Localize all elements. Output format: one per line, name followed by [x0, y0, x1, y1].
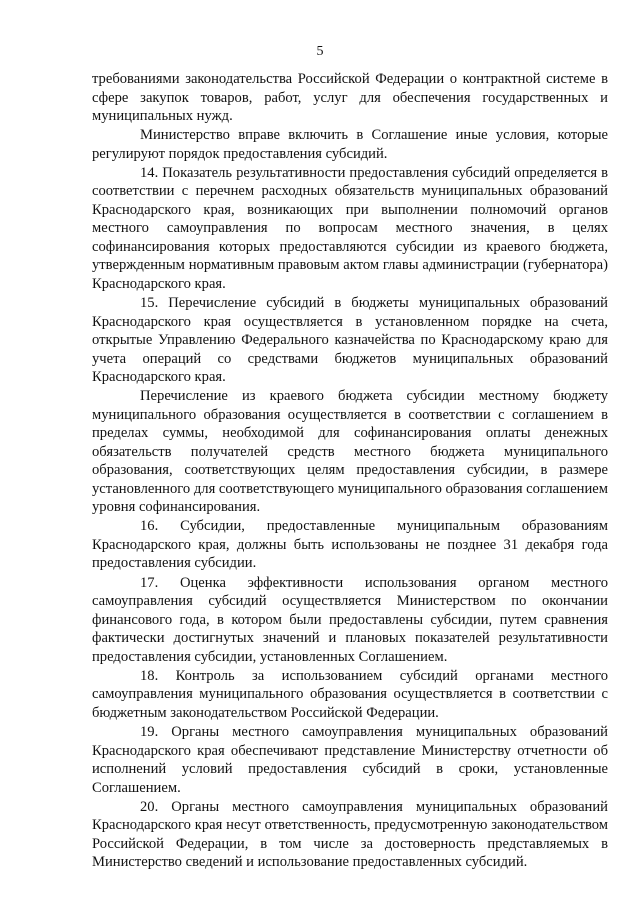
paragraph-ministry-conditions: Министерство вправе включить в Соглашение иные условия, которые регулируют порядок предоставления субсидий.: [92, 127, 608, 162]
paragraph-17: 17. Оценка эффективности использования органом местного самоуправления субсидий осуществляется Министерством по окончании финансового года, в котором были предоставлены субсидии, путем сравнения фактически достигнутых значений и плановых показателей результативности предоставления субсидии, установленных Соглашением.: [92, 574, 608, 665]
paragraph-18: 18. Контроль за использованием субсидий органами местного самоуправления муниципального образования осуществляется в соответствии с бюджетным законодательством Российской Федерации.: [92, 667, 608, 721]
paragraph-19: 19. Органы местного самоуправления муниципальных образований Краснодарского края обеспечивают представление Министерству отчетности об исполнений условий предоставления субсидий в сроки, установленные Соглашением.: [92, 724, 608, 796]
paragraph-20: 20. Органы местного самоуправления муниципальных образований Краснодарского края несут ответственность, предусмотренную законодательством Российской Федерации, в том числе за достоверность представляемых в Министерство сведений и использование предоставленных субсидий.: [92, 798, 608, 871]
paragraph-15-transfer: Перечисление из краевого бюджета субсидии местному бюджету муниципального образования осуществляется в соответствии с соглашением в пределах суммы, необходимой для софинансирования оплаты денежных обязательств получателей средств местного бюджета муниципального образования, соответствующих целям предоставления субсидии, в размере установленного для соответствующего муниципального образования соглашением уровня софинансирования.: [92, 388, 609, 516]
paragraph-15: 15. Перечисление субсидий в бюджеты муниципальных образований Краснодарского края осуществляется в установленном порядке на счета, открытые Управлению Федерального казначейства по Краснодарскому краю для учета операций со средствами бюджетов муниципальных образований Краснодарского края.: [92, 295, 608, 386]
page-number: 5: [316, 44, 324, 59]
document-body: [92, 70, 608, 872]
paragraph-continuation: требованиями законодательства Российской Федерации о контрактной системе в сфере закупок товаров, работ, услуг для обеспечения государственных и муниципальных нужд.: [92, 71, 608, 124]
paragraph-16: 16. Субсидии, предоставленные муниципальным образованиям Краснодарского края, должны быть использованы не позднее 31 декабря года предоставления субсидии.: [92, 518, 608, 572]
paragraph-14: 14. Показатель результативности предоставления субсидий определяется в соответствии с перечнем расходных обязательств муниципальных образований Краснодарского края, возникающих при выполнении полномочий органов местного самоуправления по вопросам местного значения, в целях софинансирования которых предоставляются субсидии из краевого бюджета, утвержденным нормативным правовым актом главы администрации (губернатора) Краснодарского края.: [92, 164, 608, 292]
